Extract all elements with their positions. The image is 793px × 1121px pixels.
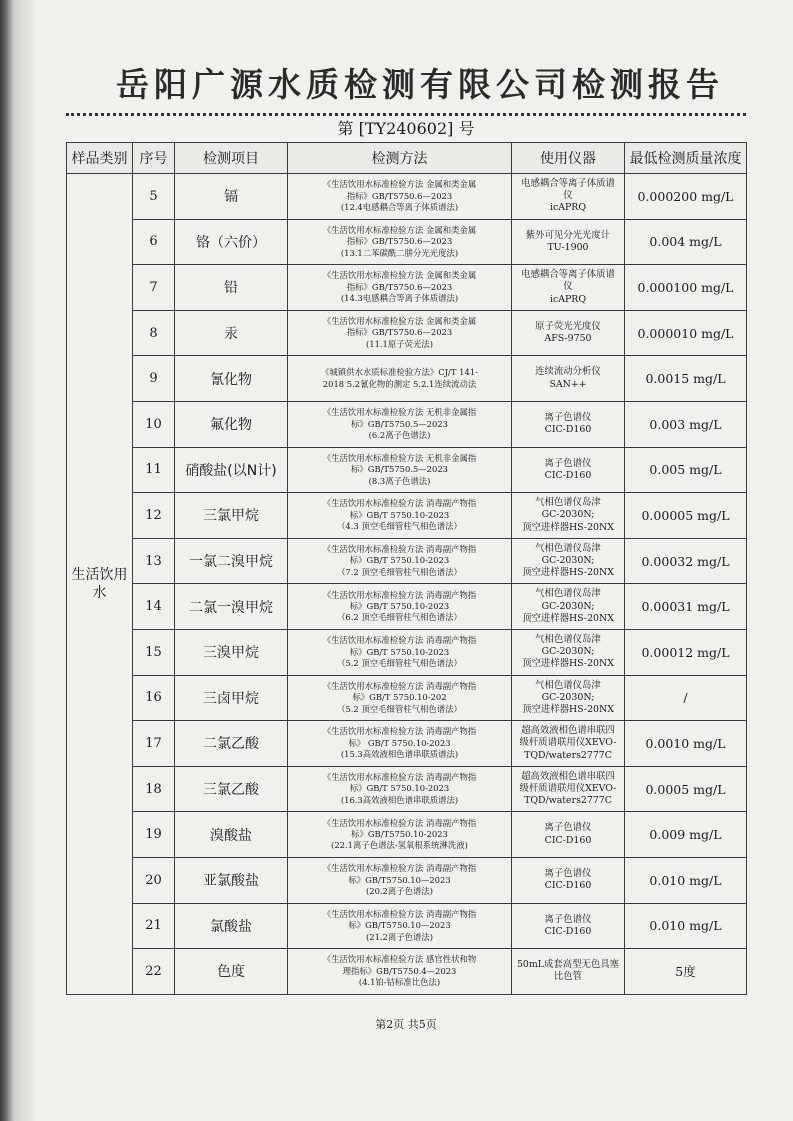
min-detection-conc-cell: 5度 xyxy=(625,949,747,995)
test-method-cell xyxy=(288,310,512,356)
instrument-cell xyxy=(512,721,625,767)
test-method-cell xyxy=(288,538,512,584)
seq-no-cell: 11 xyxy=(133,447,175,493)
instrument-line: 紫外可见分光光度计 xyxy=(525,229,611,241)
min-detection-conc-cell: 0.003 mg/L xyxy=(625,401,747,447)
instrument-cell xyxy=(512,219,625,265)
seq-no-cell: 13 xyxy=(133,538,175,584)
instrument-cell xyxy=(512,857,625,903)
test-item-cell: 三卤甲烷 xyxy=(175,675,288,721)
seq-no-cell: 20 xyxy=(133,857,175,903)
test-method-line: 《生活饮用水标准检验方法 金属和类金属 xyxy=(322,179,477,190)
min-detection-conc-cell: 0.00032 mg/L xyxy=(625,538,747,584)
seq-no-cell: 17 xyxy=(133,721,175,767)
test-method-line: (22.1离子色谱法-氢氧根系统淋洗液) xyxy=(331,840,468,851)
test-method-line: (20.2离子色谱法) xyxy=(365,885,434,896)
seq-no-cell: 12 xyxy=(133,493,175,539)
test-method-line: 《生活饮用水标准检验方法 消毒副产物指 xyxy=(322,908,477,919)
test-method-line: 《生活饮用水标准检验方法 感官性状和物 xyxy=(322,954,477,965)
table-row xyxy=(67,174,747,220)
test-method-cell xyxy=(288,766,512,812)
min-detection-conc-cell: 0.00005 mg/L xyxy=(625,493,747,539)
test-method-line: 标》GB/T5750.10—2023 xyxy=(348,920,451,931)
test-item-cell: 三溴甲烷 xyxy=(175,629,288,675)
seq-no-cell: 16 xyxy=(133,675,175,721)
test-method-line: (12.4电感耦合等离子体质谱法) xyxy=(340,202,459,212)
instrument-line: TQD/waters2777C xyxy=(524,795,612,807)
test-method-cell xyxy=(288,493,512,539)
test-method-line: 指标》GB/T5750.6—2023 xyxy=(346,190,453,201)
binding-edge xyxy=(0,0,14,1121)
test-item-cell: 一氯二溴甲烷 xyxy=(175,538,288,584)
table-row xyxy=(67,356,747,402)
instrument-line: 气相色谱仪岛津 xyxy=(535,588,601,600)
min-detection-conc-cell: 0.000200 mg/L xyxy=(625,174,747,220)
seq-no-cell: 7 xyxy=(133,265,175,311)
min-detection-conc-cell: 0.009 mg/L xyxy=(625,812,747,858)
test-item-cell: 二氯一溴甲烷 xyxy=(175,584,288,630)
test-method-line: 指标》GB/T5750.6—2023 xyxy=(346,281,453,292)
instrument-cell xyxy=(512,675,625,721)
table-row xyxy=(67,721,747,767)
test-item-cell: 二氯乙酸 xyxy=(175,721,288,767)
instrument-line: 离子色谱仪 xyxy=(544,868,592,879)
min-detection-conc-cell: 0.00031 mg/L xyxy=(625,584,747,630)
instrument-line: 超高效液相色谱串联四 xyxy=(521,770,615,782)
instrument-line: CIC-D160 xyxy=(544,469,592,481)
seq-no-cell: 21 xyxy=(133,903,175,949)
instrument-line: SAN++ xyxy=(549,378,587,390)
test-method-line: 《生活饮用水标准检验方法 消毒副产物指 xyxy=(322,543,477,554)
test-method-line: 标》GB/T5750.5—2023 xyxy=(351,418,448,429)
instrument-line: 离子色谱仪 xyxy=(544,412,592,424)
min-detection-conc-cell: / xyxy=(625,675,747,721)
test-method-line: 标》GB/T 5750.10-202 xyxy=(352,692,447,703)
test-item-cell: 氰化物 xyxy=(175,356,288,402)
test-item-cell: 镉 xyxy=(175,174,288,220)
table-row xyxy=(67,584,747,630)
test-method-cell xyxy=(288,447,512,493)
instrument-line: GC-2030N; xyxy=(541,691,595,703)
instrument-line: 50mL成套高型无色具塞 xyxy=(516,959,620,971)
test-item-cell: 三氯甲烷 xyxy=(175,493,288,539)
header-min-detection-conc: 最低检测质量浓度 xyxy=(625,143,747,174)
sample-category-cell: 生活饮用水 xyxy=(67,174,133,995)
page-footer: 第2页 共5页 xyxy=(375,1018,437,1031)
instrument-cell xyxy=(512,447,625,493)
instrument-line: GC-2030N; xyxy=(541,600,595,612)
test-method-line: 《生活饮用水标准检验方法 消毒副产物指 xyxy=(322,771,477,782)
min-detection-conc-cell: 0.010 mg/L xyxy=(625,857,747,903)
table-row xyxy=(67,401,747,447)
test-item-cell: 溴酸盐 xyxy=(175,812,288,858)
test-method-line: （5.2 顶空毛细管柱气相色谱法） xyxy=(337,703,462,714)
instrument-line: CIC-D160 xyxy=(544,424,592,436)
min-detection-conc-cell: 0.00012 mg/L xyxy=(625,629,747,675)
table-row xyxy=(67,447,747,493)
test-method-line: 《生活饮用水标准检验方法 无机非金属指 xyxy=(322,452,477,463)
test-method-cell xyxy=(288,949,512,995)
table-row xyxy=(67,949,747,995)
test-method-line: 《生活饮用水标准检验方法 消毒副产物指 xyxy=(322,589,477,600)
seq-no-cell: 14 xyxy=(133,584,175,630)
test-method-line: (13.1二苯碳酰二肼分光光度法) xyxy=(340,247,459,258)
instrument-cell xyxy=(512,538,625,584)
test-method-line: 标》GB/T 5750.10-2023 xyxy=(349,646,450,657)
seq-no-cell: 9 xyxy=(133,356,175,402)
instrument-line: 超高效液相色谱串联四 xyxy=(521,725,615,737)
instrument-line: GC-2030N; xyxy=(541,509,595,521)
test-method-line: （7.2 顶空毛细管柱气相色谱法） xyxy=(337,566,462,577)
binding-shadow xyxy=(14,0,36,1121)
test-item-cell: 铅 xyxy=(175,265,288,311)
header-instrument: 使用仪器 xyxy=(512,143,625,174)
report-title: 岳阳广源水质检测有限公司检测报告 xyxy=(116,65,724,104)
test-method-cell xyxy=(288,219,512,265)
test-method-line: (8.3离子色谱法) xyxy=(368,475,431,486)
instrument-line: GC-2030N; xyxy=(541,646,595,658)
seq-no-cell: 18 xyxy=(133,766,175,812)
instrument-line: 电感耦合等离子体质谱 xyxy=(521,177,615,189)
instrument-line: 气相色谱仪岛津 xyxy=(535,542,601,554)
instrument-line: 离子色谱仪 xyxy=(544,457,592,469)
min-detection-conc-cell: 0.000010 mg/L xyxy=(625,310,747,356)
instrument-cell xyxy=(512,812,625,858)
instrument-cell xyxy=(512,401,625,447)
test-method-line: 标》GB/T 5750.10-2023 xyxy=(349,509,450,520)
test-method-cell xyxy=(288,721,512,767)
test-method-line: 《生活饮用水标准检验方法 金属和类金属 xyxy=(322,315,477,326)
instrument-cell xyxy=(512,903,625,949)
test-method-line: 指标》GB/T5750.6—2023 xyxy=(346,236,453,247)
min-detection-conc-cell: 0.0005 mg/L xyxy=(625,766,747,812)
test-method-line: 《生活饮用水标准检验方法 消毒副产物指 xyxy=(322,635,477,646)
test-method-line: 指标》GB/T5750.6—2023 xyxy=(346,327,453,338)
test-method-cell xyxy=(288,903,512,949)
test-method-line: 《生活饮用水标准检验方法 金属和类金属 xyxy=(322,270,477,281)
test-method-line: 《城镇供水水质标准检验方法》CJ/T 141- xyxy=(321,367,478,378)
instrument-line: 比色管 xyxy=(553,971,583,983)
report-number: 第 [TY240602] 号 xyxy=(337,119,475,138)
table-row xyxy=(67,219,747,265)
test-method-line: (21.2离子色谱法) xyxy=(365,931,434,942)
test-method-cell xyxy=(288,265,512,311)
table-row xyxy=(67,629,747,675)
seq-no-cell: 10 xyxy=(133,401,175,447)
test-method-cell xyxy=(288,401,512,447)
test-method-cell xyxy=(288,356,512,402)
test-method-line: 标》GB/T 5750.10-2023 xyxy=(349,600,450,611)
instrument-line: 级杆质谱联用仪XEVO- xyxy=(519,737,617,749)
test-method-line: 标》 GB/T 5750.10-2023 xyxy=(348,737,451,748)
test-method-cell xyxy=(288,629,512,675)
test-results-table xyxy=(66,142,747,995)
instrument-cell xyxy=(512,584,625,630)
instrument-cell xyxy=(512,493,625,539)
test-method-line: （6.2 顶空毛细管柱气相色谱法） xyxy=(337,612,462,623)
header-sample-category: 样品类别 xyxy=(67,143,133,174)
min-detection-conc-cell: 0.005 mg/L xyxy=(625,447,747,493)
instrument-cell xyxy=(512,310,625,356)
seq-no-cell: 6 xyxy=(133,219,175,265)
min-detection-conc-cell: 0.0010 mg/L xyxy=(625,721,747,767)
test-method-cell xyxy=(288,584,512,630)
test-method-cell xyxy=(288,174,512,220)
instrument-line: 仪 xyxy=(563,281,573,293)
seq-no-cell: 19 xyxy=(133,812,175,858)
table-row xyxy=(67,493,747,539)
test-method-cell xyxy=(288,857,512,903)
instrument-line: CIC-D160 xyxy=(544,880,592,892)
test-method-line: (6.2离子色谱法) xyxy=(368,429,431,440)
test-method-line: 理指标》GB/T5750.4—2023 xyxy=(342,965,457,976)
instrument-cell xyxy=(512,949,625,995)
table-row xyxy=(67,812,747,858)
test-method-line: (11.1原子荧光法) xyxy=(365,338,434,349)
instrument-line: TU-1900 xyxy=(547,241,589,253)
instrument-line: 顶空进样器HS-20NX xyxy=(522,658,614,670)
test-method-line: (14.3电感耦合等离子体质谱法) xyxy=(340,293,459,304)
test-method-line: 标》GB/T 5750.10-2023 xyxy=(349,555,450,566)
test-method-line: （5.2 顶空毛细管柱气相色谱法） xyxy=(337,657,462,668)
instrument-line: 气相色谱仪岛津 xyxy=(535,679,601,691)
instrument-line: 顶空进样器HS-20NX xyxy=(522,567,614,579)
instrument-cell xyxy=(512,356,625,402)
test-method-line: (4.1铂-钴标准比色法) xyxy=(358,977,441,988)
seq-no-cell: 22 xyxy=(133,949,175,995)
seq-no-cell: 5 xyxy=(133,174,175,220)
min-detection-conc-cell: 0.000100 mg/L xyxy=(625,265,747,311)
min-detection-conc-cell: 0.004 mg/L xyxy=(625,219,747,265)
test-method-line: (15.3高效液相色谱串联质谱法) xyxy=(340,749,459,760)
test-method-line: 标》GB/T 5750.10-2023 xyxy=(349,783,450,794)
instrument-line: GC-2030N; xyxy=(541,554,595,566)
instrument-line: 顶空进样器HS-20NX xyxy=(522,521,614,533)
test-method-cell xyxy=(288,675,512,721)
title-dotted-rule xyxy=(66,113,746,116)
instrument-line: 顶空进样器HS-20NX xyxy=(522,612,614,624)
test-item-cell: 亚氯酸盐 xyxy=(175,857,288,903)
table-row xyxy=(67,675,747,721)
instrument-line: 气相色谱仪岛津 xyxy=(535,633,601,645)
test-method-line: 《生活饮用水标准检验方法 消毒副产物指 xyxy=(322,726,477,737)
instrument-line: TQD/waters2777C xyxy=(524,749,612,761)
instrument-line: 离子色谱仪 xyxy=(544,822,592,834)
test-item-cell: 氟化物 xyxy=(175,401,288,447)
test-method-line: (16.3高效液相色谱串联质谱法) xyxy=(340,794,459,805)
table-header-row xyxy=(67,143,747,174)
instrument-line: icAPRQ xyxy=(549,202,587,214)
test-item-cell: 汞 xyxy=(175,310,288,356)
test-method-line: 标》GB/T5750.10-2023 xyxy=(351,828,448,839)
seq-no-cell: 15 xyxy=(133,629,175,675)
table-row xyxy=(67,857,747,903)
test-item-cell: 铬（六价） xyxy=(175,219,288,265)
min-detection-conc-cell: 0.010 mg/L xyxy=(625,903,747,949)
instrument-line: CIC-D160 xyxy=(544,925,592,937)
test-method-line: 《生活饮用水标准检验方法 消毒副产物指 xyxy=(322,817,477,828)
test-item-cell: 色度 xyxy=(175,949,288,995)
test-method-cell xyxy=(288,812,512,858)
test-item-cell: 硝酸盐(以N计) xyxy=(175,447,288,493)
test-method-line: 2018 5.2氰化物的测定 5.2.1连续流动法 xyxy=(322,378,477,389)
table-row xyxy=(67,310,747,356)
test-item-cell: 三氯乙酸 xyxy=(175,766,288,812)
table-row xyxy=(67,766,747,812)
test-method-line: 标》GB/T5750.5—2023 xyxy=(351,464,448,475)
test-item-cell: 氯酸盐 xyxy=(175,903,288,949)
table-row xyxy=(67,265,747,311)
instrument-cell xyxy=(512,766,625,812)
test-method-line: （4.3 顶空毛细管柱气相色谱法） xyxy=(337,521,462,532)
instrument-cell xyxy=(512,265,625,311)
instrument-line: 原子荧光光度仪 xyxy=(535,320,601,332)
instrument-line: 离子色谱仪 xyxy=(544,913,592,925)
header-test-method: 检测方法 xyxy=(288,143,512,174)
instrument-cell xyxy=(512,174,625,220)
table-row xyxy=(67,903,747,949)
instrument-line: 级杆质谱联用仪XEVO- xyxy=(519,782,617,794)
test-method-line: 《生活饮用水标准检验方法 金属和类金属 xyxy=(322,224,477,235)
instrument-line: 气相色谱仪岛津 xyxy=(535,497,601,509)
header-seq-no: 序号 xyxy=(133,143,175,174)
header-test-item: 检测项目 xyxy=(175,143,288,174)
test-method-line: 《生活饮用水标准检验方法 无机非金属指 xyxy=(322,407,477,418)
test-method-line: 《生活饮用水标准检验方法 消毒副产物指 xyxy=(322,863,477,874)
table-row xyxy=(67,538,747,584)
instrument-line: 仪 xyxy=(563,190,573,202)
instrument-line: 顶空进样器HS-20NX xyxy=(522,703,614,715)
test-method-line: 《生活饮用水标准检验方法 消毒副产物指 xyxy=(322,680,477,691)
instrument-line: icAPRQ xyxy=(549,293,587,305)
instrument-line: CIC-D160 xyxy=(544,834,592,846)
instrument-cell xyxy=(512,629,625,675)
test-method-line: 标》GB/T5750.10—2023 xyxy=(348,874,451,885)
test-method-line: 《生活饮用水标准检验方法 消毒副产物指 xyxy=(322,498,477,509)
min-detection-conc-cell: 0.0015 mg/L xyxy=(625,356,747,402)
seq-no-cell: 8 xyxy=(133,310,175,356)
instrument-line: 电感耦合等离子体质谱 xyxy=(521,269,615,281)
instrument-line: 连续流动分析仪 xyxy=(535,366,601,378)
instrument-line: AFS-9750 xyxy=(544,333,592,345)
